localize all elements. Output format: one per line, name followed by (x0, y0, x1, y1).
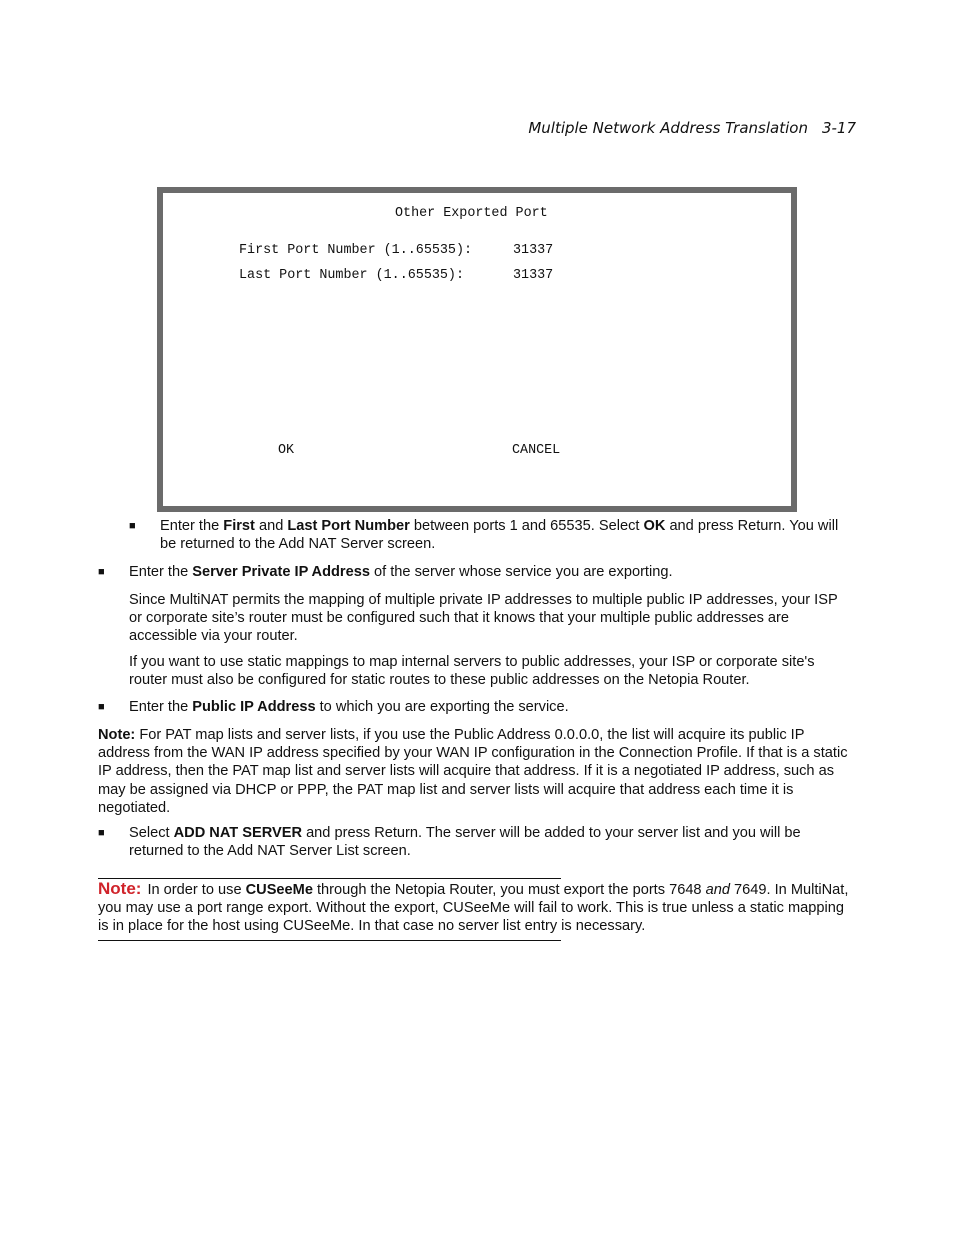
instruction-private-ip: Enter the Server Private IP Address of the server whose service you are exporting. (129, 564, 673, 580)
header-title: Multiple Network Address Translation (528, 119, 808, 137)
ok-button[interactable]: OK (278, 443, 295, 458)
note-pat-map: Note: For PAT map lists and server lists, if you use the Public Address 0.0.0.0, the list will acquire its public IP address from the WAN IP address specified by your WAN IP configuration in the Connection Profile. If that is a static IP address, then the PAT map list and server lists will acquire that address. If it is a negotiated IP address, such as may be assigned via DHCP or PPP, the PAT map list and server lists will acquire that address each time it is negotiated. (98, 727, 848, 816)
paragraph-multinat: Since MultiNAT permits the mapping of multiple private IP addresses to multiple public IP addresses, your ISP or corporate site’s router must be configured such that it knows that your multiple public addresses are accessible via your router. (129, 592, 838, 645)
bullet-icon: ■ (129, 520, 136, 532)
cancel-button[interactable]: CANCEL (512, 443, 561, 458)
instruction-first-last-port: Enter the First and Last Port Number between ports 1 and 65535. Select OK and press Return. You will be returned to the Add NAT Server screen. (160, 518, 839, 553)
instruction-public-ip: Enter the Public IP Address to which you are exporting the service. (129, 699, 569, 715)
bullet-icon: ■ (98, 701, 105, 713)
terminal-screen (157, 187, 797, 512)
last-port-label: Last Port Number (1..65535): (239, 268, 464, 283)
bullet-icon: ■ (98, 566, 105, 578)
page-number: 3-17 (821, 119, 856, 137)
bullet-icon: ■ (98, 827, 105, 839)
first-port-field[interactable]: 31337 (513, 243, 554, 258)
screen-title: Other Exported Port (395, 206, 548, 221)
paragraph-static-mappings: If you want to use static mappings to map internal servers to public addresses, your ISP or corporate site's router must also be configured for static routes to these public addresses on the Netopia Router. (129, 654, 815, 689)
first-port-label: First Port Number (1..65535): (239, 243, 473, 258)
note-cuseeme: Note: In order to use CUSeeMe through the Netopia Router, you must export the ports 7648 and 7649. In MultiNat, you may use a port range export. Without the export, CUSeeMe will fail to work. This is true unless a static mapping is in place for the host using CUSeeMe. In that case no server list entry is necessary. (98, 879, 849, 935)
running-header (528, 119, 856, 137)
last-port-field[interactable]: 31337 (513, 268, 554, 283)
note-top-rule (98, 878, 561, 879)
note-bottom-rule (98, 940, 561, 941)
instruction-add-nat-server: Select ADD NAT SERVER and press Return. The server will be added to your server list and you will be returned to the Add NAT Server List screen. (129, 825, 801, 860)
